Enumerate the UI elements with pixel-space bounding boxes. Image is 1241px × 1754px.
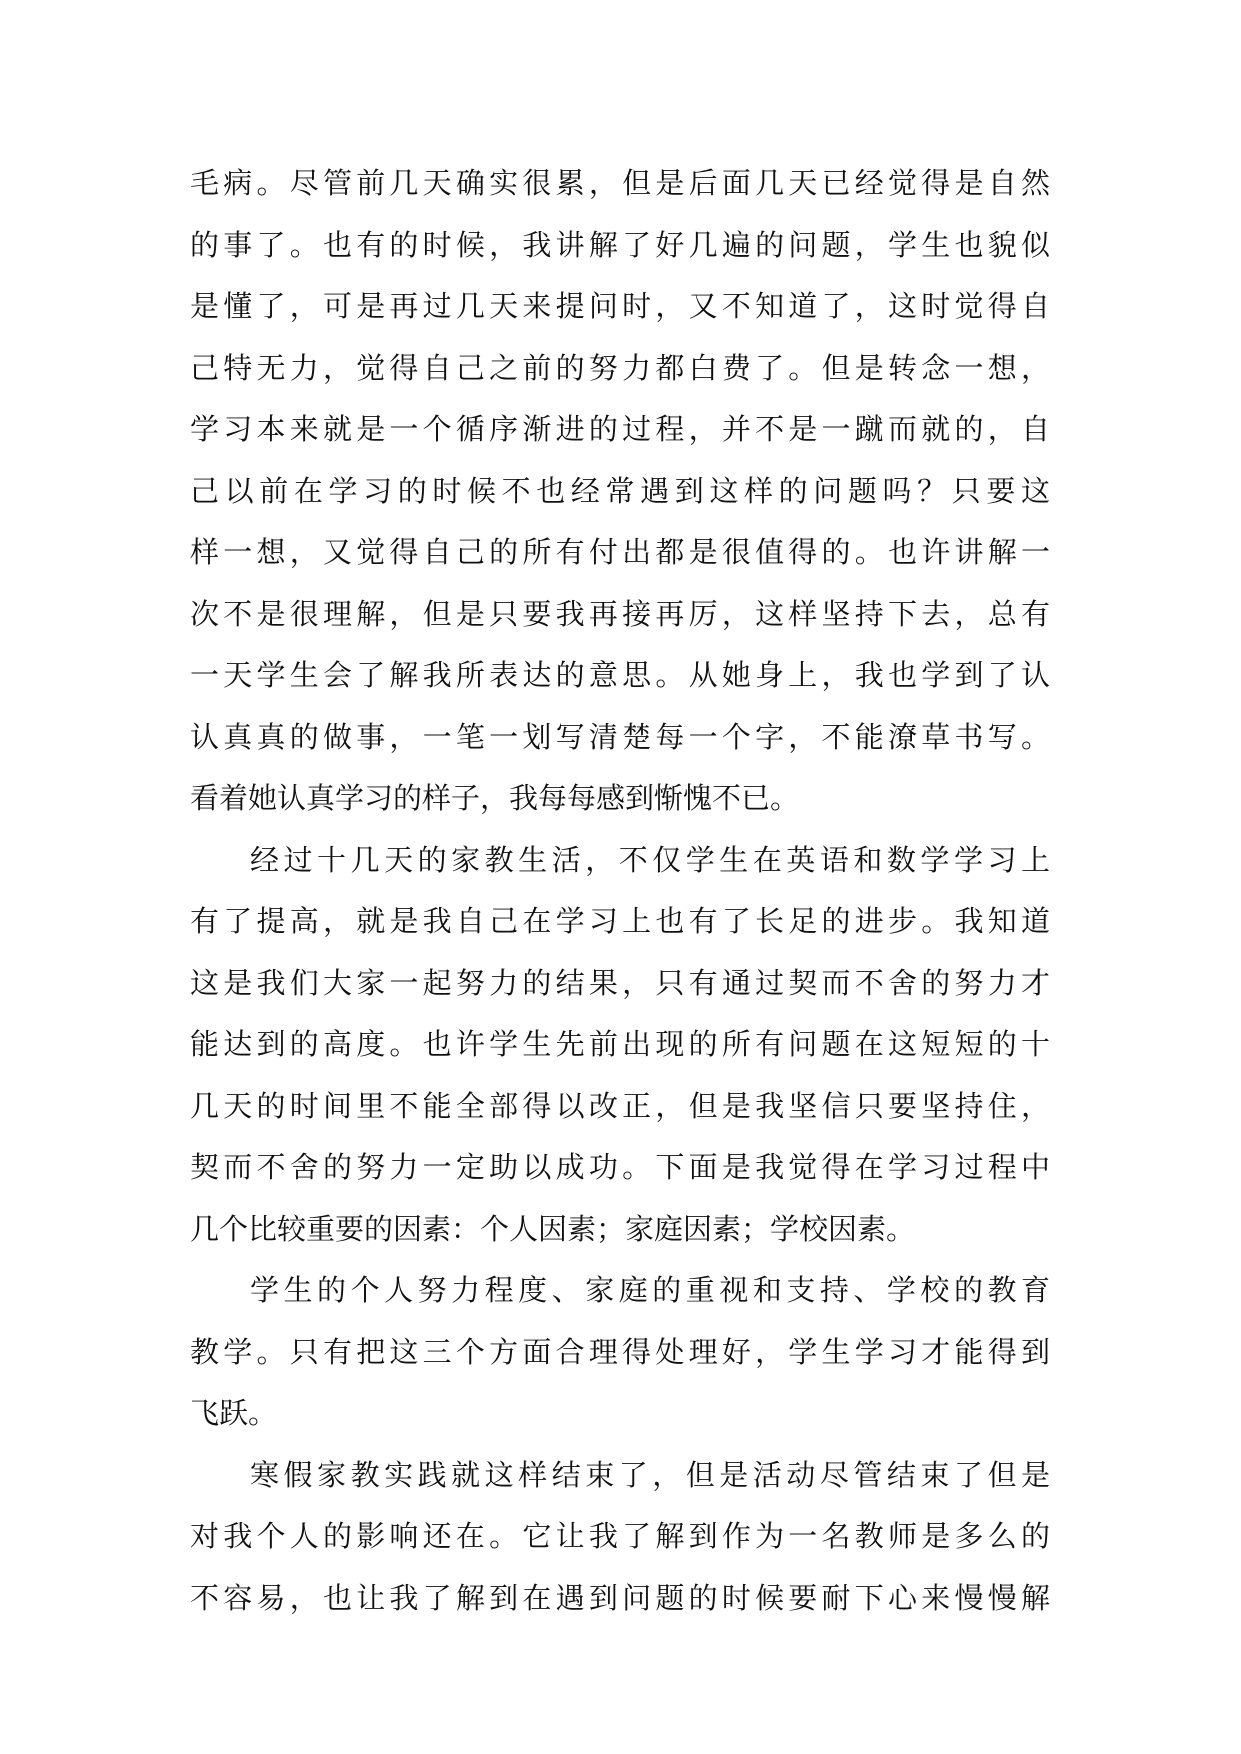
paragraph-first-line: 寒假家教实践就这样结束了，但是活动尽管结束了但是 xyxy=(250,1457,1050,1492)
text-line: 一天学生会了解我所表达的意思。从她身上，我也学到了认 xyxy=(190,658,1050,692)
text-line: 飞跃。 xyxy=(190,1396,278,1430)
text-line: 看着她认真学习的样子，我每每感到惭愧不已。 xyxy=(190,781,800,815)
text-line: 有了提高，就是我自己在学习上也有了长足的进步。我知道 xyxy=(190,904,1050,938)
text-line: 己特无力，觉得自己之前的努力都白费了。但是转念一想， xyxy=(190,350,1050,385)
text-line: 几天的时间里不能全部得以改正，但是我坚信只要坚持住， xyxy=(190,1088,1050,1123)
text-line: 学习本来就是一个循序渐进的过程，并不是一蹴而就的，自 xyxy=(190,412,1050,446)
text-line: 认真真的做事，一笔一划写清楚每一个字，不能潦草书写。 xyxy=(190,719,1050,754)
text-line: 己以前在学习的时候不也经常遇到这样的问题吗？只要这 xyxy=(190,473,1050,508)
paragraph-first-line: 学生的个人努力程度、家庭的重视和支持、学校的教育 xyxy=(250,1273,1050,1307)
text-line: 的事了。也有的时候，我讲解了好几遍的问题，学生也貌似 xyxy=(190,227,1050,262)
text-line: 能达到的高度。也许学生先前出现的所有问题在这短短的十 xyxy=(190,1027,1050,1061)
text-line: 次不是很理解，但是只要我再接再厉，这样坚持下去，总有 xyxy=(190,596,1050,631)
text-line: 样一想，又觉得自己的所有付出都是很值得的。也许讲解一 xyxy=(190,535,1050,569)
text-line: 这是我们大家一起努力的结果，只有通过契而不舍的努力才 xyxy=(190,965,1050,1000)
body-text xyxy=(190,153,1050,1629)
text-line: 毛病。尽管前几天确实很累，但是后面几天已经觉得是自然 xyxy=(190,166,1050,200)
text-line: 对我个人的影响还在。它让我了解到作为一名教师是多么的 xyxy=(190,1519,1050,1553)
text-line: 契而不舍的努力一定助以成功。下面是我觉得在学习过程中 xyxy=(190,1150,1050,1184)
text-line: 不容易，也让我了解到在遇到问题的时候要耐下心来慢慢解 xyxy=(190,1580,1050,1615)
text-line: 教学。只有把这三个方面合理得处理好，学生学习才能得到 xyxy=(190,1334,1050,1369)
text-line: 几个比较重要的因素：个人因素；家庭因素；学校因素。 xyxy=(190,1211,916,1246)
paragraph-first-line: 经过十几天的家教生活，不仅学生在英语和数学学习上 xyxy=(250,842,1050,877)
text-line: 是懂了，可是再过几天来提问时，又不知道了，这时觉得自 xyxy=(190,289,1050,323)
